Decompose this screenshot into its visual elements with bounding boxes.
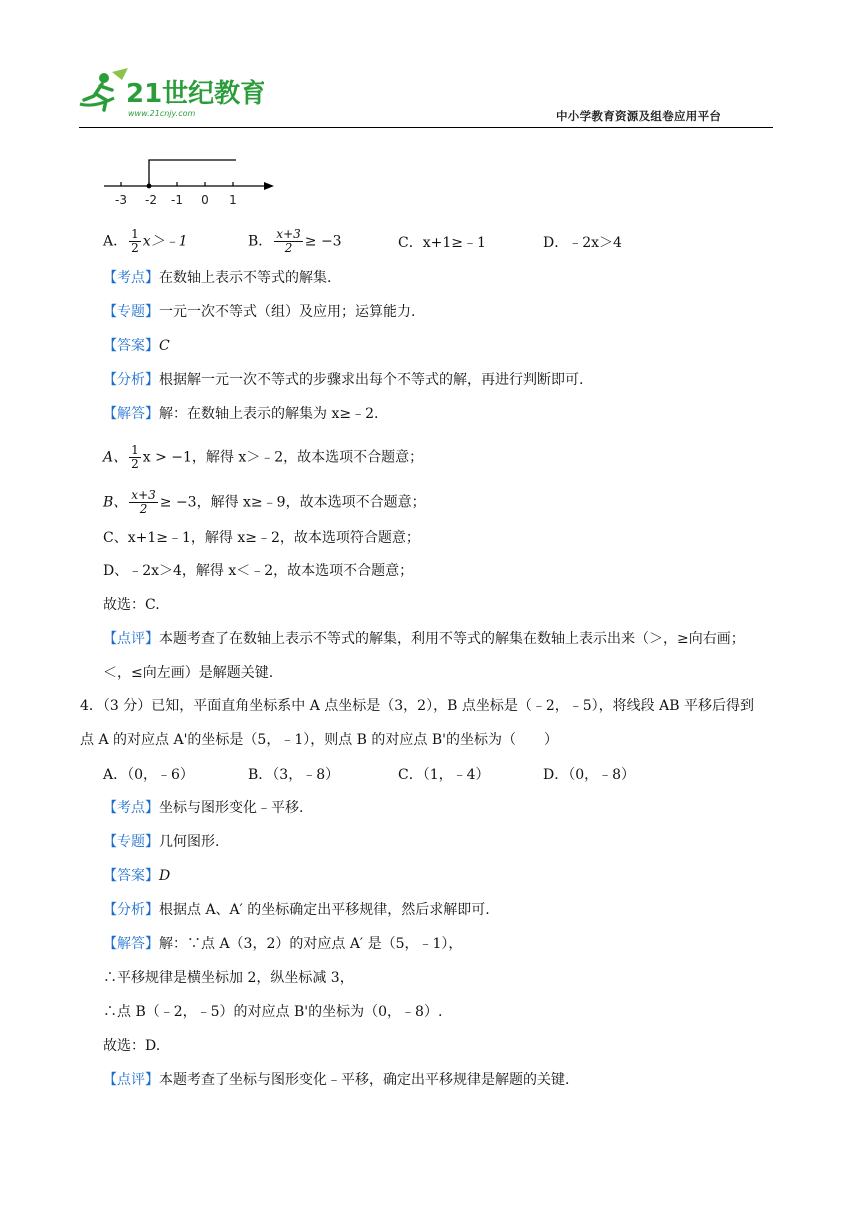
option-d: D．﹣2x＞4 <box>543 235 622 251</box>
tick-label: 0 <box>201 193 209 207</box>
q3-zhuanti: 【专题】一元一次不等式（组）及应用；运算能力. <box>103 304 416 320</box>
q3-answer: 【答案】C <box>103 338 170 354</box>
option-c: C．x+1≥﹣1 <box>398 235 486 251</box>
tick-label: -2 <box>145 193 157 207</box>
q3-solution-c: C、x+1≥﹣1，解得 x≥﹣2，故本选项符合题意； <box>103 530 420 546</box>
tick-label: -3 <box>115 193 127 207</box>
q4-kaodian: 【考点】坐标与图形变化﹣平移. <box>103 800 304 816</box>
tick-label: -1 <box>171 193 183 207</box>
q4-choice: 故选：D. <box>103 1038 161 1054</box>
tick-label: 1 <box>229 193 237 207</box>
number-line-figure <box>100 155 280 210</box>
q4-option-c: C．（1，﹣4） <box>398 767 490 783</box>
q3-solution-d: D、﹣2x＞4，解得 x＜﹣2，故本选项不合题意； <box>103 563 414 579</box>
q4-option-d: D．（0，﹣8） <box>543 767 636 783</box>
option-b: B． $\frac{x+3}{2}$ ≥ −3 <box>248 227 342 255</box>
platform-name: 中小学教育资源及组卷应用平台 <box>556 109 722 123</box>
q4-option-b: B．（3，﹣8） <box>248 767 340 783</box>
site-logo <box>74 64 264 124</box>
q4-option-a: A．（0，﹣6） <box>103 767 194 783</box>
q3-kaodian: 【考点】在数轴上表示不等式的解集. <box>103 270 332 286</box>
q4-zhuanti: 【专题】几何图形. <box>103 834 220 850</box>
q3-dianping: 【点评】本题考查了在数轴上表示不等式的解集，利用不等式的解集在数轴上表示出来（＞，≥向右画； <box>103 631 745 647</box>
q4-stem: 4．（3 分）已知，平面直角坐标系中 A 点坐标是（3，2），B 点坐标是（﹣2，﹣5），将线段 AB 平移后得到 <box>80 698 754 714</box>
q4-jieda: 【解答】解：∵点 A（3，2）的对应点 A′ 是（5，﹣1）， <box>103 936 463 952</box>
q3-dianping-cont: ＜，≤向左画）是解题关键. <box>103 665 274 681</box>
q4-stem-cont: 点 A 的对应点 A'的坐标是（5，﹣1），则点 B 的对应点 B'的坐标为（ ） <box>80 732 559 748</box>
header-divider <box>79 127 773 128</box>
svg-text:www.21cnjy.com: www.21cnjy.com <box>128 109 196 118</box>
q4-dianping: 【点评】本题考查了坐标与图形变化﹣平移，确定出平移规律是解题的关键. <box>103 1072 570 1088</box>
q4-solution-2: ∴点 B（﹣2，﹣5）的对应点 B'的坐标为（0，﹣8）. <box>103 1004 443 1020</box>
option-a: A． $\frac{1}{2}$ x＞﹣1 <box>103 227 188 255</box>
q3-solution-b: B、 $\frac{x+3}{2}$ ≥ −3，解得 x≥﹣9，故本选项不合题意； <box>103 488 426 516</box>
q3-choice: 故选：C. <box>103 597 160 613</box>
q3-jieda: 【解答】解：在数轴上表示的解集为 x≥﹣2. <box>103 406 379 422</box>
q4-fenxi: 【分析】根据点 A、A′ 的坐标确定出平移规律，然后求解即可. <box>103 902 490 918</box>
q4-answer: 【答案】D <box>103 868 171 884</box>
svg-text:21世纪教育: 21世纪教育 <box>126 79 264 109</box>
q3-fenxi: 【分析】根据解一元一次不等式的步骤求出每个不等式的解，再进行判断即可. <box>103 372 584 388</box>
runner-logo-icon <box>74 64 264 124</box>
q4-solution-1: ∴平移规律是横坐标加 2，纵坐标减 3， <box>103 970 354 986</box>
q3-solution-a: A、 $\frac{1}{2}$ x > −1，解得 x＞﹣2，故本选项不合题意； <box>103 443 424 471</box>
